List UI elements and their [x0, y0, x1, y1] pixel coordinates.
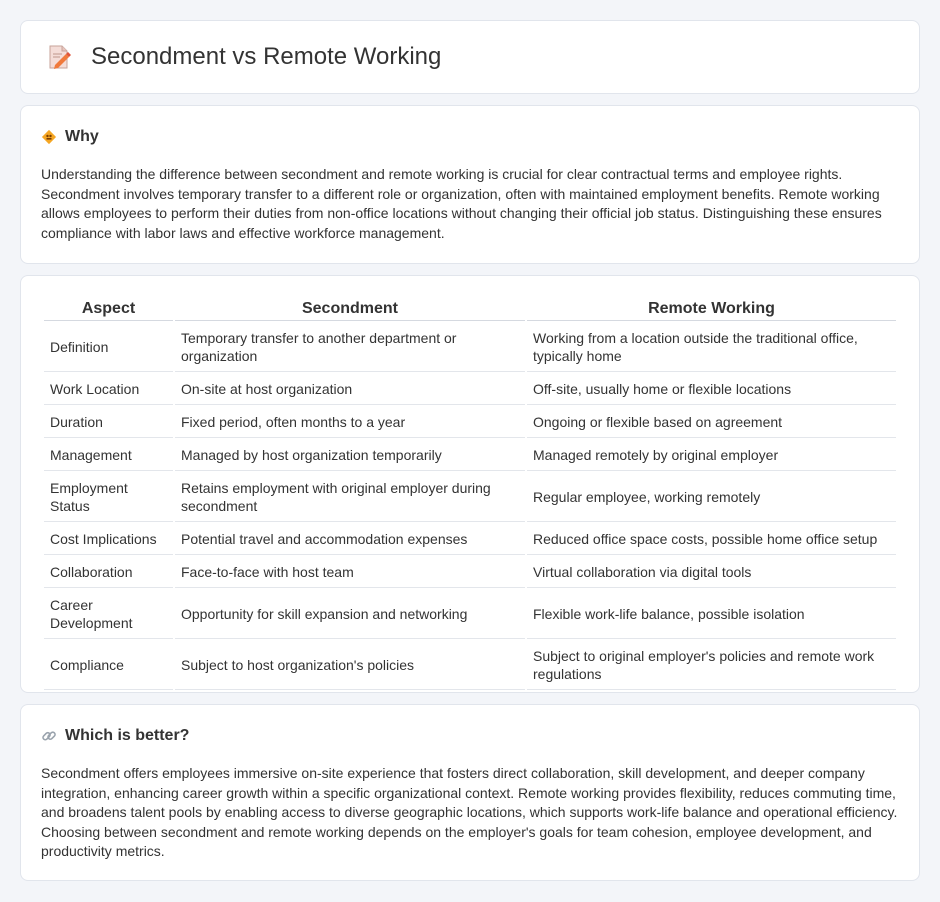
cell-remote-working: Flexible work-life balance, possible isolation — [527, 590, 896, 639]
why-text: Understanding the difference between secondment and remote working is crucial for clear contractual terms and employee rights. Secondment involves temporary transfer to a different role or organization, often with maintained employment benefits. Remote working allows employees to perform their duties from non-office locations without changing their official job status. Distinguishing these ensures compliance with labor laws and effective workforce management. — [41, 166, 882, 241]
cell-remote-working: Working from a location outside the traditional office, typically home — [527, 323, 896, 372]
header-card — [20, 20, 920, 94]
cell-secondment: Potential travel and accommodation expenses — [175, 524, 525, 555]
table-row — [44, 440, 896, 471]
table-row — [44, 590, 896, 639]
table-row — [44, 641, 896, 690]
header-aspect: Aspect — [44, 298, 173, 321]
cell-aspect: Work Location — [44, 374, 173, 405]
cell-secondment: On-site at host organization — [175, 374, 525, 405]
comparison-table-card — [20, 275, 920, 693]
cell-secondment: Opportunity for skill expansion and networking — [175, 590, 525, 639]
cell-secondment: Face-to-face with host team — [175, 557, 525, 588]
cell-secondment: Managed by host organization temporarily — [175, 440, 525, 471]
table-row — [44, 473, 896, 522]
which-is-better-section — [20, 704, 920, 881]
cell-secondment: Fixed period, often months to a year — [175, 407, 525, 438]
cell-remote-working: Virtual collaboration via digital tools — [527, 557, 896, 588]
diamond-sign-icon — [41, 129, 57, 145]
cell-secondment: Subject to host organization's policies — [175, 641, 525, 690]
document-pencil-icon — [47, 43, 71, 71]
cell-remote-working: Reduced office space costs, possible home office setup — [527, 524, 896, 555]
table-row — [44, 557, 896, 588]
table-row — [44, 374, 896, 405]
cell-remote-working: Regular employee, working remotely — [527, 473, 896, 522]
cell-remote-working: Subject to original employer's policies and remote work regulations — [527, 641, 896, 690]
link-icon — [41, 728, 57, 744]
why-heading-label: Why — [65, 128, 99, 145]
header-remote-working: Remote Working — [527, 298, 896, 321]
cell-aspect: Collaboration — [44, 557, 173, 588]
cell-aspect: Cost Implications — [44, 524, 173, 555]
why-heading — [41, 128, 899, 146]
which-is-better-label: Which is better? — [65, 727, 190, 744]
which-is-better-text: Secondment offers employees immersive on-site experience that fosters direct collaboration, skill development, and deeper company integration, enhancing career growth within a specific organizational context. Remote working provides flexibility, reduces commuting time, and broadens talent pools by enabling access to diverse geographic locations, which supports work-life balance and operational efficiency. Choosing between secondment and remote working depends on the employer's goals for team cohesion, employee development, and productivity metrics. — [41, 765, 898, 859]
cell-aspect: Employment Status — [44, 473, 173, 522]
cell-aspect: Duration — [44, 407, 173, 438]
cell-remote-working: Off-site, usually home or flexible locations — [527, 374, 896, 405]
table-row — [44, 524, 896, 555]
cell-aspect: Management — [44, 440, 173, 471]
cell-aspect: Definition — [44, 323, 173, 372]
header-secondment: Secondment — [175, 298, 525, 321]
cell-aspect: Compliance — [44, 641, 173, 690]
table-row — [44, 323, 896, 372]
cell-aspect: Career Development — [44, 590, 173, 639]
cell-secondment: Temporary transfer to another department or organization — [175, 323, 525, 372]
why-section — [20, 105, 920, 264]
cell-secondment: Retains employment with original employer during secondment — [175, 473, 525, 522]
which-is-better-heading — [41, 727, 899, 745]
cell-remote-working: Ongoing or flexible based on agreement — [527, 407, 896, 438]
cell-remote-working: Managed remotely by original employer — [527, 440, 896, 471]
table-row — [44, 407, 896, 438]
page-title: Secondment vs Remote Working — [91, 43, 442, 70]
comparison-table — [42, 296, 898, 692]
table-header-row — [44, 298, 896, 321]
